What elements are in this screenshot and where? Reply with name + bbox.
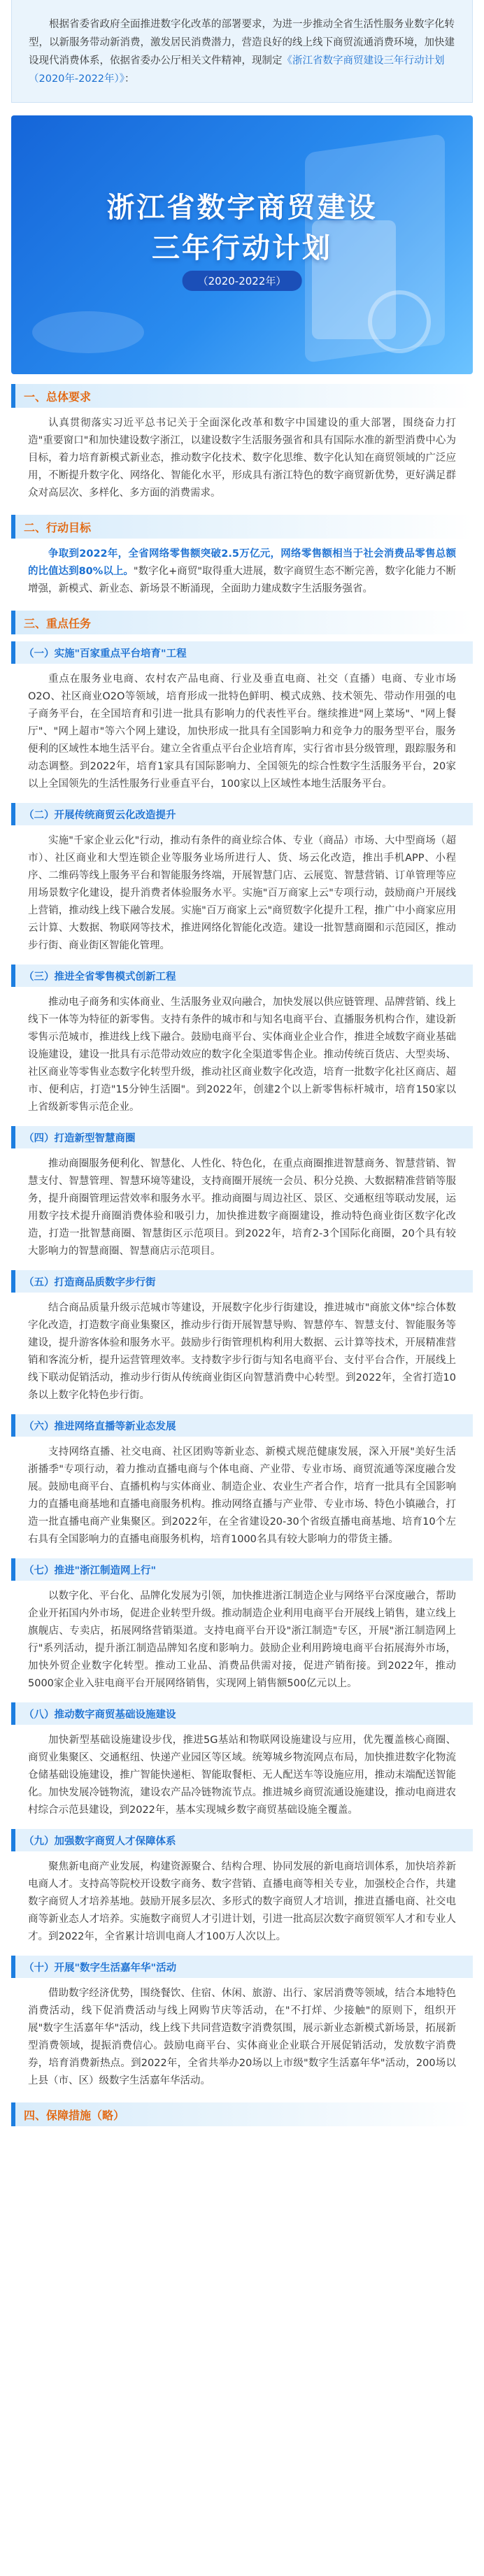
intro-box — [11, 0, 473, 103]
paragraph-text: 重点在服务业电商、农村农产品电商、行业及垂直电商、社交（直播）电商、专业市场O2O、社区商业O2O等领域，培育形成一批特色鲜明、模式成熟、技术领先、带动作用强的电子商务平台，在全国培育和引进一批具有影响力的代表性平台。继续推进"网上菜场"、"网上餐厅"、"网上超市"等六个网上建设，加快形成一批具有全国影响力和竞争力的服务型平台，服务便利的区域性本地生活平台。建立全省重点平台企业培育库，实行省市县分级管理，跟踪服务和动态调整。到2022年，培育1家具有国际影响力、全国领先的综合性数字生活服务平台，20家以上全国领先的生活性服务行业垂直平台，100家以上区域性本地生活服务平台。 — [28, 674, 456, 790]
heading-text: （七）推进"浙江制造网上行" — [24, 1565, 157, 1577]
body-paragraph — [11, 825, 473, 958]
decorative-ring — [368, 290, 431, 353]
body-paragraph — [11, 1851, 473, 1949]
section-heading — [11, 2102, 473, 2126]
paragraph-text: "数字化+商贸"取得重大进展，数字商贸生态不断完善，数字化能力不断增强，新模式、新业态、新场景不断涌现，全面助力建成数字生活服务强省。 — [28, 566, 456, 595]
paragraph-text: 加快新型基础设施建设步伐，推进5G基站和物联网设施建设与应用，优先覆盖核心商圈、商贸业集聚区、交通枢纽、快递产业园区等区域。统筹城乡物流网点布局，加快推进数字化物流仓储基础设施建设，推广智能快递柜、智能取餐柜、无人配送车等设施应用，推动末端配送智能化。加快发展冷链物流，建设农产品冷链物流节点。推进城乡商贸流通设施建设，推动电商进农村综合示范县建设，到2022年，基本实现城乡数字商贸基础设施全覆盖。 — [28, 1735, 456, 1816]
heading-text: （十）开展"数字生活嘉年华"活动 — [24, 1962, 177, 1974]
body-paragraph — [11, 1437, 473, 1551]
subsection-heading — [11, 965, 473, 987]
body-paragraph — [11, 1581, 473, 1695]
article-content — [0, 384, 484, 2126]
intro-plan-link[interactable]: 《浙江省数字商贸建设三年行动计划（2020年-2022年）》 — [29, 55, 445, 85]
heading-text: （五）打造商品质数字步行街 — [24, 1276, 156, 1288]
body-paragraph — [11, 1293, 473, 1407]
paragraph-text: 结合商品质量升级示范城市等建设，开展数字化步行街建设，推进城市"商旅文体"综合体数字化改造，打造数字商业集聚区，推动步行街开展智慧导购、智慧停车、智慧支付、智能服务等建设，提升游客体验和服务水平。鼓励步行街管理机构利用大数据、云计算等技术，开展精准营销和客流分析，提升运营管理效率。支持数字步行街与知名电商平台、支付平台合作，开展线上线下联动促销活动，推动步行街从传统商业街区向智慧消费中心转型。到2022年，全省打造10条以上数字化特色步行街。 — [28, 1302, 456, 1401]
section-heading — [11, 515, 473, 539]
hero-years-badge: （2020-2022年） — [183, 271, 302, 291]
subsection-heading — [11, 803, 473, 825]
highlight-text: 争取到2022年，全省网络零售额突破2.5万亿元，网络零售额相当于社会消费品零售总额的比值达到80%以上。 — [28, 548, 456, 577]
body-paragraph — [11, 1148, 473, 1263]
heading-text: （四）打造新型智慧商圈 — [24, 1132, 136, 1144]
paragraph-text: 以数字化、平台化、品牌化发展为引领，加快推进浙江制造企业与网络平台深度融合，帮助企业开拓国内外市场，促进企业转型升级。推动制造企业利用电商平台开展线上销售，建立线上旗舰店、专卖店，拓展网络营销渠道。支持电商平台开设"浙江制造"专区，开展"浙江制造网上行"系列活动，提升浙江制造品牌知名度和影响力。鼓励企业利用跨境电商平台拓展海外市场，加快外贸企业数字化转型。推动工业品、消费品供需对接，促进产销衔接。到2022年，推动5000家企业入驻电商平台开展网络销售，实现网上销售额500亿元以上。 — [28, 1591, 456, 1689]
heading-text: （六）推进网络直播等新业态发展 — [24, 1421, 176, 1432]
subsection-heading — [11, 1829, 473, 1851]
heading-text: （一）实施"百家重点平台培育"工程 — [24, 648, 187, 660]
heading-text: （三）推进全省零售模式创新工程 — [24, 971, 176, 983]
paragraph-text: 支持网络直播、社交电商、社区团购等新业态、新模式规范健康发展，深入开展"美好生活 浙播季"专项行动，着力推动直播电商与个体电商、产业带、专业市场、商贸流通等深度融合发展。鼓励电商平台、直播机构与实体商业、制造企业、农业生产者合作，培育一批具有全国影响力的直播电商基地和直播电商服务机构。推动网络直播与产业带、专业市场、特色小镇融合，打造一批直播电商产业集聚区。到2022年，在全省建设20-30个省级直播电商基地、培育10个左右具有全国影响力的直播电商服务机构，培育1000名具有较大影响力的带货主播。 — [28, 1446, 456, 1545]
paragraph-text: 认真贯彻落实习近平总书记关于全面深化改革和数字中国建设的重大部署，围绕奋力打造"重要窗口"和加快建设数字浙江，以建设数字生活服务强省和具有国际水准的新型消费中心为目标，着力培育新模式新业态，推动数字化技术、数字化思维、数字化认知在商贸领域的广泛应用，不断提升数字化、网络化、智能化水平，形成具有浙江特色的数字商贸新优势，更好满足群众对高层次、多样化、多方面的消费需求。 — [28, 418, 456, 499]
heading-text: 一、总体要求 — [24, 390, 92, 404]
decorative-ellipse — [32, 311, 144, 353]
paragraph-text: 推动电子商务和实体商业、生活服务业双向融合，加快发展以供应链管理、品牌营销、线上线下一体等为特征的新零售。支持有条件的城市和与知名电商平台、直播服务机构合作，建设新零售示范城市，推进线上线下融合。鼓励电商平台、实体商业企业合作，推进全域数字商业基础设施建设，建设一批具有示范带动效应的数字化全渠道零售企业。推动传统百货店、大型卖场、社区商业等零售业态数字化转型升级，推动社区商业数字化改造，培育一批数字化社区商店、超市、便利店，打造"15分钟生活圈"。到2022年，创建2个以上新零售标杆城市，培育150家以上省级新零售示范企业。 — [28, 997, 456, 1113]
body-paragraph — [11, 987, 473, 1119]
subsection-heading — [11, 1270, 473, 1293]
paragraph-text: 借助数字经济优势，围绕餐饮、住宿、休闲、旅游、出行、家居消费等领域，结合本地特色消费活动，线下促消费活动与线上网购节庆等活动，在"不打烊、少接触"的原则下，组织开展"数字生活嘉年华"活动，线上线下共同营造数字消费氛围，展示新业态新模式新场景，拓展新型消费领域，提振消费信心。鼓励电商平台、实体商业企业联合开展促销活动，发放数字消费券，培育消费新热点。到2022年，全省共举办20场以上市级"数字生活嘉年华"活动，200场以上县（市、区）级数字生活嘉年华活动。 — [28, 1988, 456, 2086]
subsection-heading — [11, 1702, 473, 1725]
body-paragraph — [11, 408, 473, 505]
heading-text: 三、重点任务 — [24, 616, 92, 630]
heading-text: 二、行动目标 — [24, 520, 92, 534]
heading-text: （八）推动数字商贸基础设施建设 — [24, 1709, 176, 1721]
subsection-heading — [11, 1558, 473, 1581]
heading-text: （九）加强数字商贸人才保障体系 — [24, 1835, 176, 1847]
paragraph-text: 聚焦新电商产业发展，构建资源聚合、结构合理、协同发展的新电商培训体系，加快培养新电商人才。支持高等院校开设数字商务、数字营销、直播电商等相关专业，加强校企合作，共建数字商贸人才培养基地。鼓励开展多层次、多形式的数字商贸人才培训，推进直播电商、社交电商等新业态人才培养。实施数字商贸人才引进计划，引进一批高层次数字商贸领军人才和专业人才。到2022年，全省累计培训电商人才100万人次以上。 — [28, 1861, 456, 1942]
heading-text: （二）开展传统商贸云化改造提升 — [24, 809, 176, 821]
section-heading — [11, 384, 473, 408]
body-paragraph — [11, 664, 473, 796]
hero-title-line1: 浙江省数字商贸建设 — [106, 192, 378, 224]
intro-text-end: ： — [124, 73, 135, 85]
subsection-heading — [11, 1126, 473, 1148]
subsection-heading — [11, 1414, 473, 1437]
body-paragraph — [11, 1725, 473, 1822]
subsection-heading — [11, 641, 473, 664]
intro-text: 根据省委省政府全面推进数字化改革的部署要求，为进一步推动全省生活性服务业数字化转型，以新服务带动新消费，激发居民消费潜力，营造良好的线上线下商贸流通消费环境，加快建设现代消费体系，依据省委办公厅相关文件精神，现制定 — [29, 19, 455, 66]
body-paragraph — [11, 539, 473, 601]
hero-title-line2: 三年行动计划 — [152, 232, 332, 264]
subsection-heading — [11, 1956, 473, 1978]
heading-text: 四、保障措施（略） — [24, 2108, 125, 2122]
section-heading — [11, 611, 473, 634]
body-paragraph — [11, 1978, 473, 2093]
paragraph-text: 实施"千家企业云化"行动，推动有条件的商业综合体、专业（商品）市场、大中型商场（超市）、社区商业和大型连锁企业等服务业场所进行人、货、场云化改造，推出手机APP、小程序、二维码等线上服务平台和智能服务终端，开展智慧门店、云展览、智慧营销、订单管理等应用场景数字化建设，提升消费者体验服务水平。实施"百万商家上云"专项行动，鼓励商户开展线上营销，推动线上线下融合发展。实施"百万商家上云"商贸数字化提升工程，推广中小商家应用云计算、大数据、物联网等技术，推进网络化智能化改造。建设一批智慧商圈和示范园区，推动步行街、商业街区智能化管理。 — [28, 835, 456, 951]
hero-banner — [11, 115, 473, 374]
paragraph-text: 推动商圈服务便利化、智慧化、人性化、特色化，在重点商圈推进智慧商务、智慧营销、智慧支付、智慧管理、智慧环境等建设，支持商圈开展统一会员、积分兑换、大数据精准营销等服务，提升商圈管理运营效率和服务水平。推动商圈与周边社区、景区、交通枢纽等联动发展，运用数字技术提升商圈消费体验和吸引力，加快推进数字商圈建设，推动特色商业街区数字化改造，打造一批智慧商圈、智慧街区示范项目。到2022年，培育2-3个国际化商圈，20个具有较大影响力的智慧商圈、智慧商店示范项目。 — [28, 1158, 456, 1257]
